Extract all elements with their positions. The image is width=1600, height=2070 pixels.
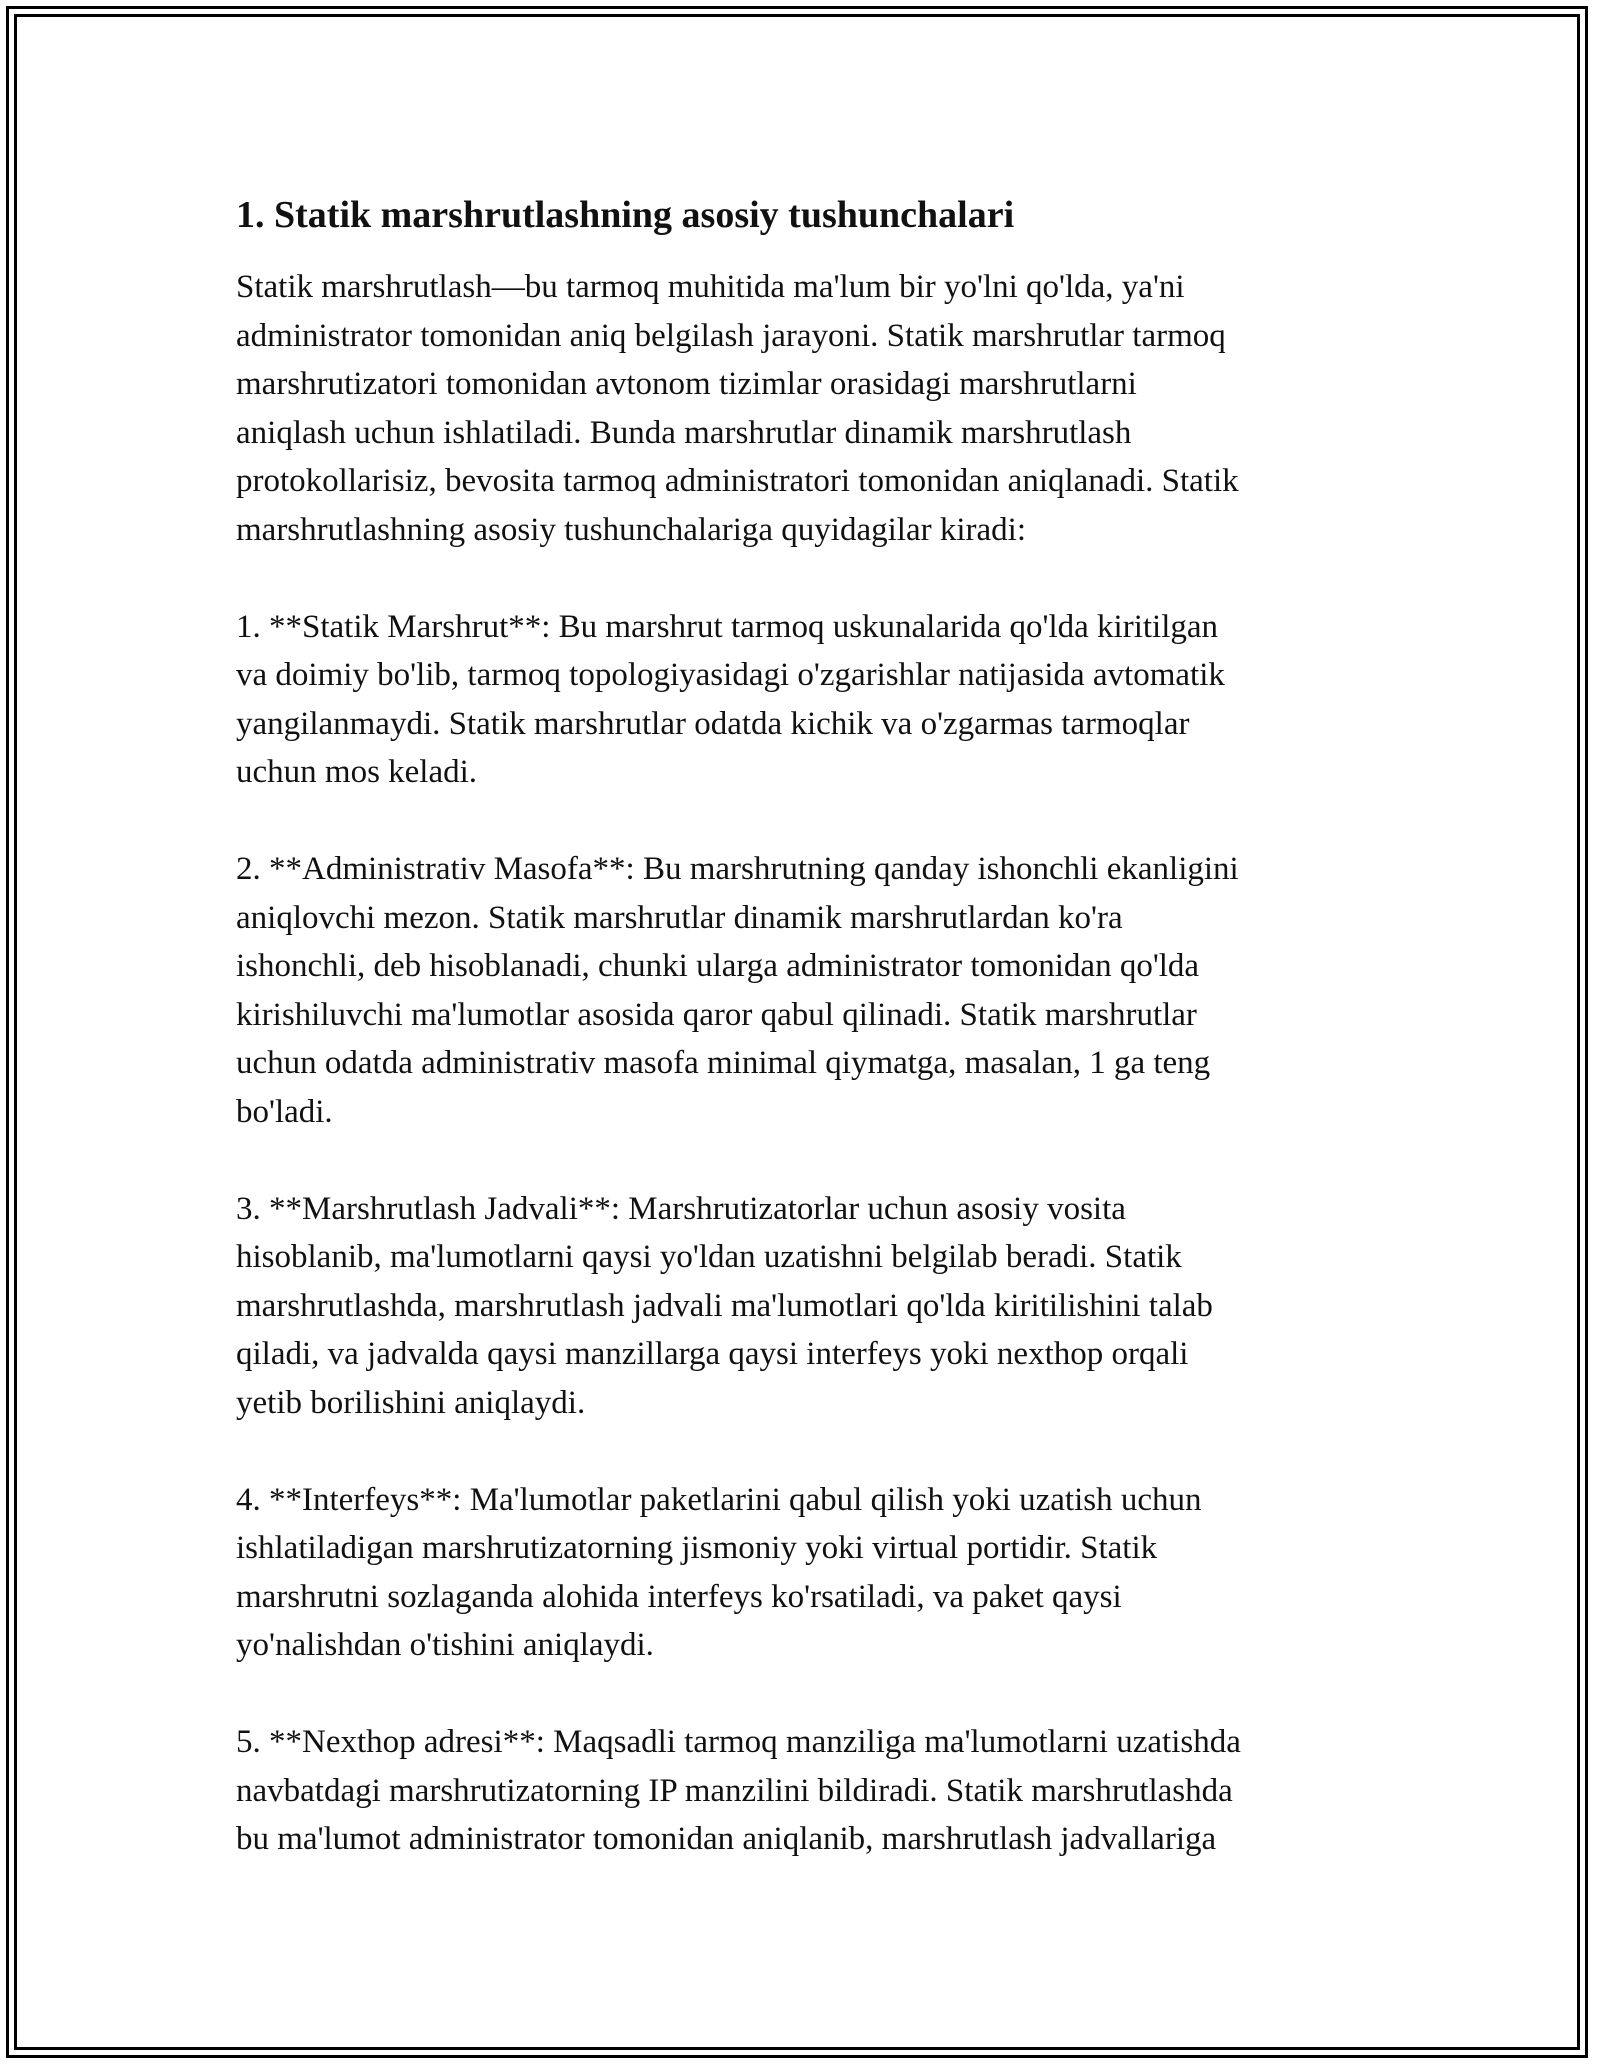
- list-item-interfeys: 4. **Interfeys**: Ma'lumotlar paketlarini qabul qilish yoki uzatish uchun ishlatiladigan marshrutizatorning jismoniy yoki virtual portidir. Statik marshrutni sozlaganda alohida interfeys ko'rsatiladi, va paket qaysi yo'nalishdan o'tishini aniqlaydi.: [236, 1481, 1202, 1663]
- document-body: [236, 190, 1366, 1864]
- list-item-administrativ-masofa: 2. **Administrativ Masofa**: Bu marshrutning qanday ishonchli ekanligini aniqlovchi mezon. Statik marshrutlar dinamik marshrutlardan ko'ra ishonchli, deb hisoblanadi, chunki ularga administrator tomonidan qo'lda kirishiluvchi ma'lumotlar asosida qaror qabul qilinadi. Statik marshrutlar uchun odatda administrativ masofa minimal qiymatga, masalan, 1 ga teng bo'ladi.: [236, 851, 1239, 1130]
- list-item-marshrutlash-jadvali: 3. **Marshrutlash Jadvali**: Marshrutizatorlar uchun asosiy vosita hisoblanib, ma'lumotlarni qaysi yo'ldan uzatishni belgilab beradi. Statik marshrutlashda, marshrutlash jadvali ma'lumotlari qo'lda kiritilishini talab qiladi, va jadvalda qaysi manzillarga qaysi interfeys yoki nexthop orqali yetib borilishini aniqlaydi.: [236, 1190, 1213, 1421]
- list-item-statik-marshrut: 1. **Statik Marshrut**: Bu marshrut tarmoq uskunalarida qo'lda kiritilgan va doimiy bo'lib, tarmoq topologiyasidagi o'zgarishlar natijasida avtomatik yangilanmaydi. Statik marshrutlar odatda kichik va o'zgarmas tarmoqlar uchun mos keladi.: [236, 608, 1225, 790]
- list-item-nexthop-adresi: 5. **Nexthop adresi**: Maqsadli tarmoq manziliga ma'lumotlarni uzatishda navbatdagi marshrutizatorning IP manzilini bildiradi. Statik marshrutlashda bu ma'lumot administrator tomonidan aniqlanib, marshrutlash jadvallariga: [236, 1724, 1241, 1857]
- section-title: 1. Statik marshrutlashning asosiy tushunchalari: [236, 194, 1015, 236]
- intro-paragraph: Statik marshrutlash—bu tarmoq muhitida ma'lum bir yo'lni qo'lda, ya'ni administrator tomonidan aniq belgilash jarayoni. Statik marshrutlar tarmoq marshrutizatori tomonidan avtonom tizimlar orasidagi marshrutlarni aniqlash uchun ishlatiladi. Bunda marshrutlar dinamik marshrutlash protokollarisiz, bevosita tarmoq administratori tomonidan aniqlanadi. Statik marshrutlashning asosiy tushunchalariga quyidagilar kiradi:: [236, 269, 1239, 548]
